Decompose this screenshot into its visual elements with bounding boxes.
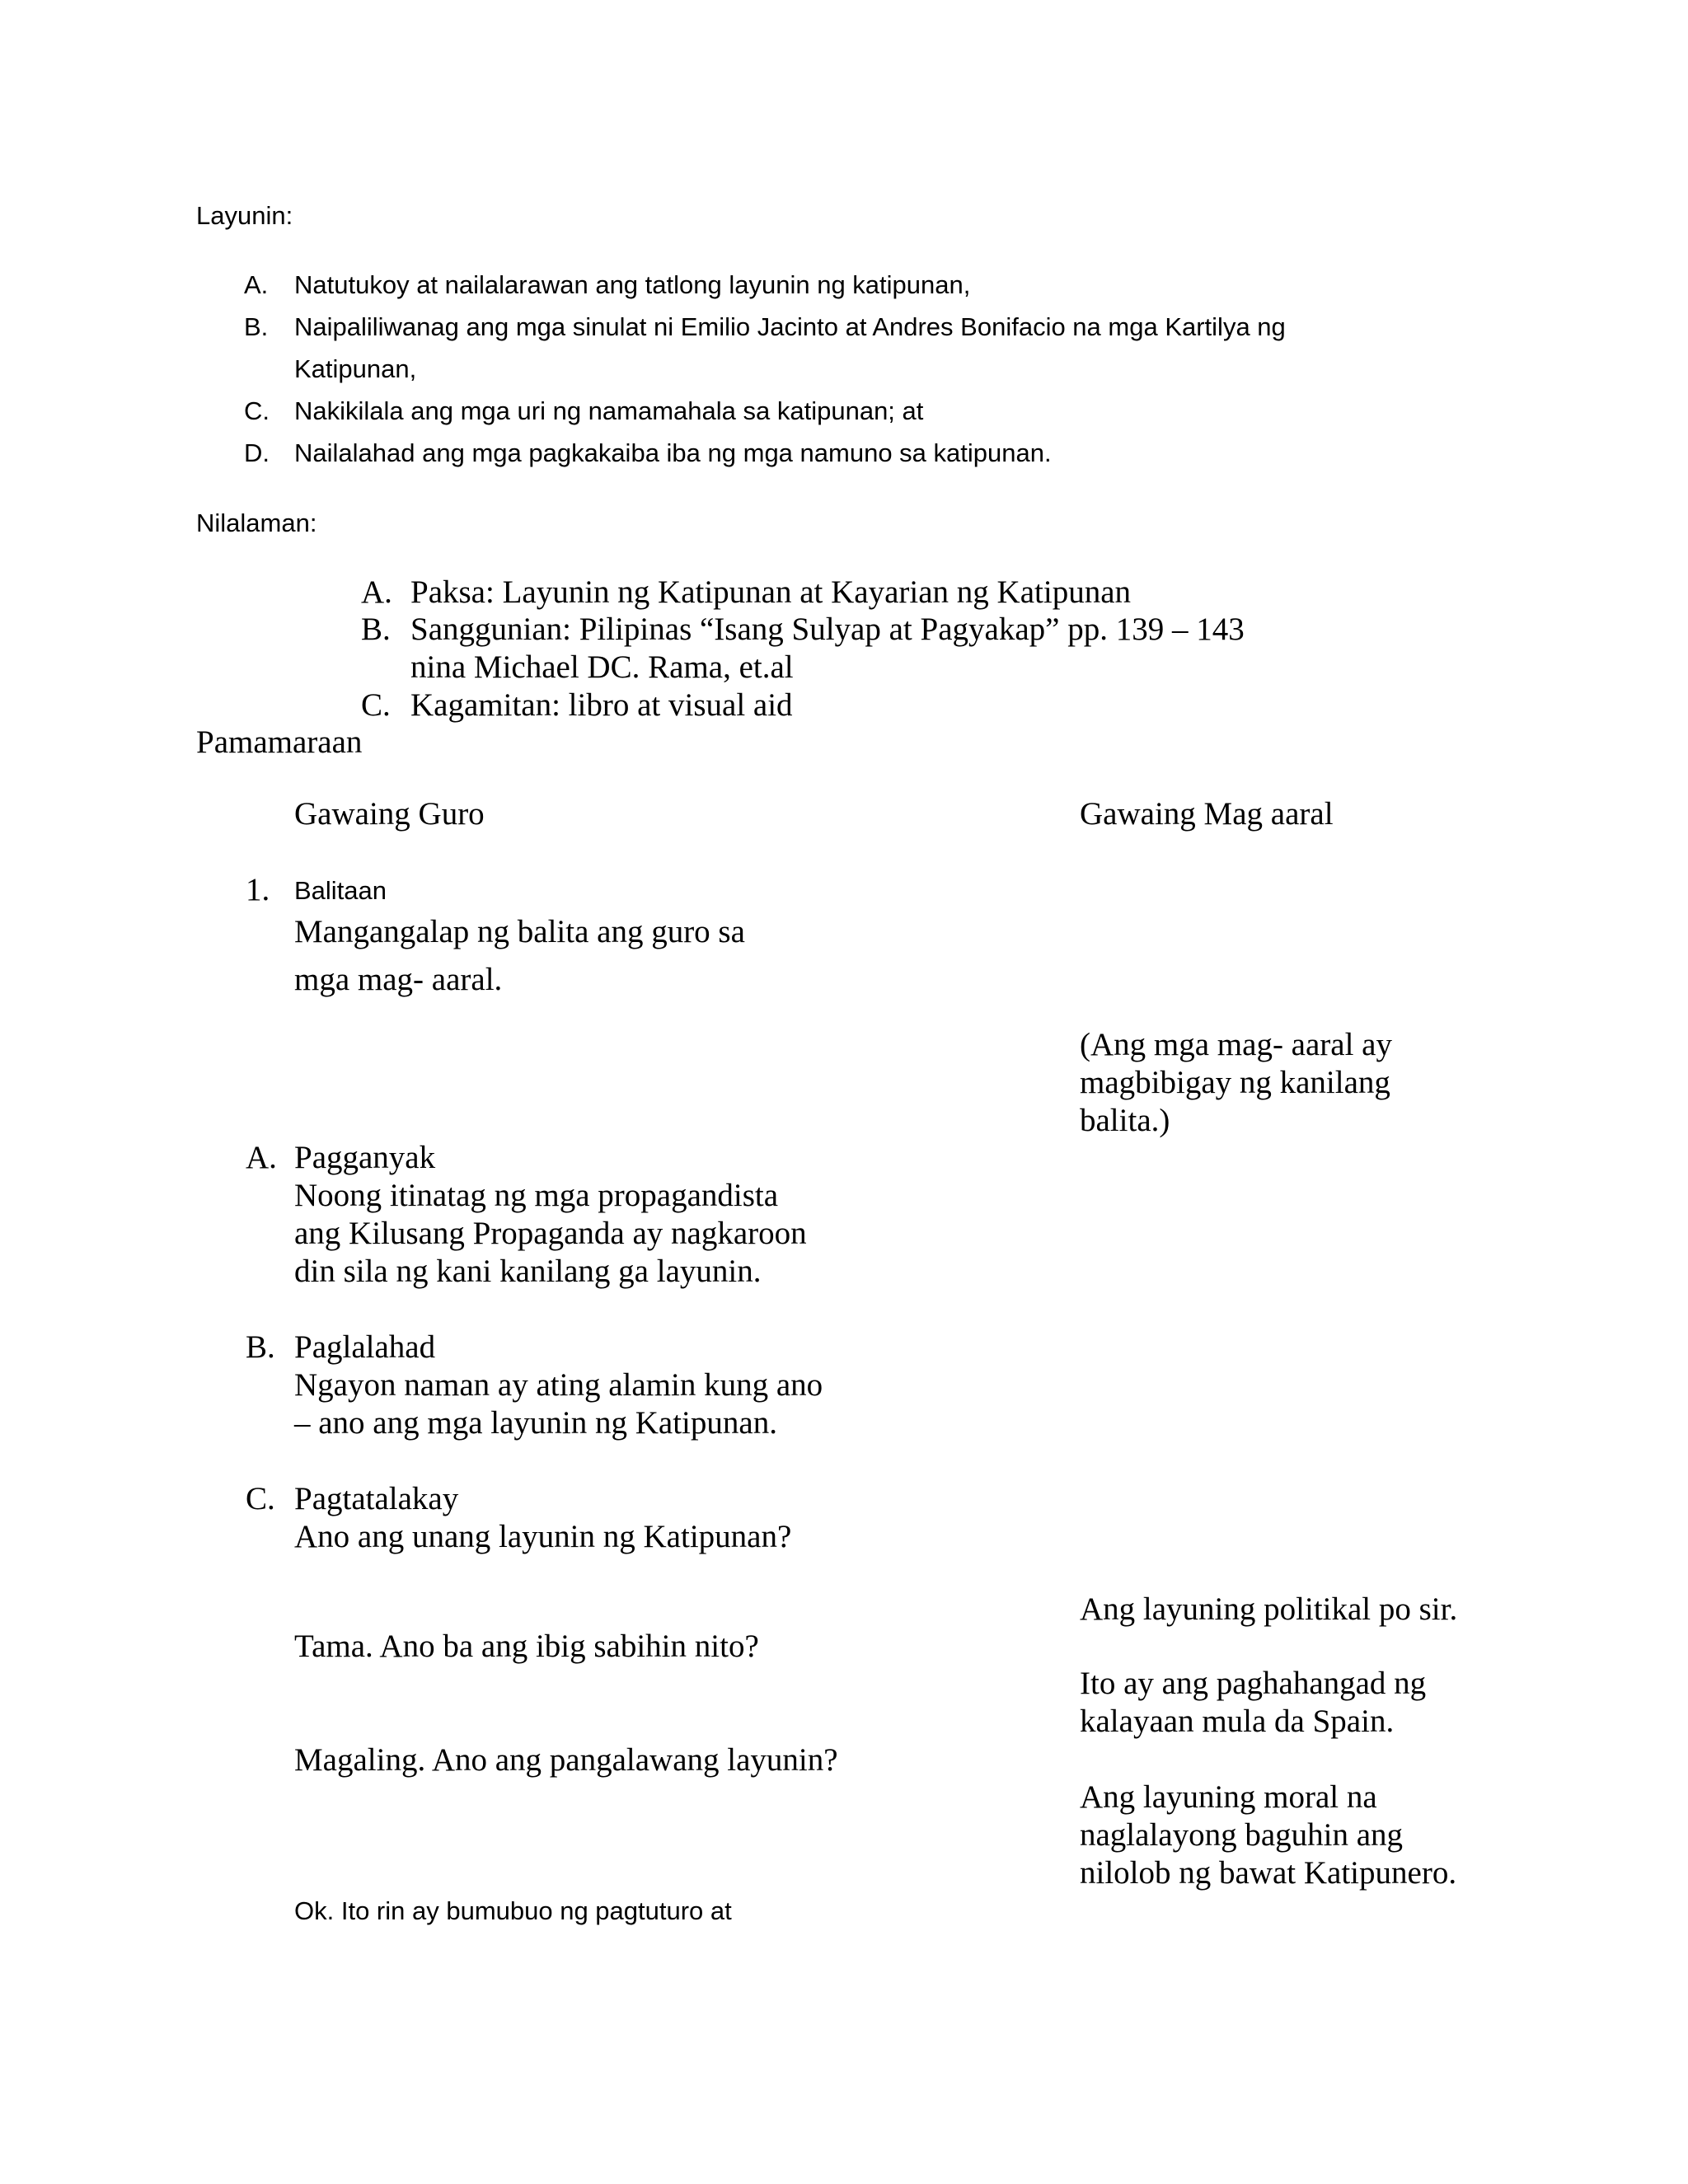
column-header-magaaral: Gawaing Mag aaral	[1080, 796, 1334, 832]
pagtatalakay-title: Pagtatalakay	[294, 1481, 459, 1516]
nilalaman-item-text: nina Michael DC. Rama, et.al	[410, 649, 794, 685]
layunin-item-text: Natutukoy at nailalarawan ang tatlong layunin ng katipunan,	[294, 270, 971, 299]
teacher-question: Tama. Ano ba ang ibig sabihin nito?	[294, 1629, 759, 1664]
pagganyak-title: Pagganyak	[294, 1140, 436, 1175]
paglalahad-text: – ano ang mga layunin ng Katipunan.	[294, 1405, 777, 1441]
balitaan-title: Balitaan	[294, 876, 387, 905]
pamamaraan-heading: Pamamaraan	[196, 724, 363, 760]
balitaan-text: Mangangalap ng balita ang guro sa	[294, 914, 745, 949]
nilalaman-item-text: Kagamitan: libro at visual aid	[410, 687, 793, 723]
student-answer: Ang layuning politikal po sir.	[1080, 1591, 1458, 1627]
pagganyak-text: ang Kilusang Propaganda ay nagkaroon	[294, 1216, 807, 1251]
layunin-item-text: Naipaliliwanag ang mga sinulat ni Emilio Jacinto at Andres Bonifacio na mga Kartilya ng	[294, 312, 1286, 341]
layunin-item-letter: B.	[244, 312, 269, 341]
nilalaman-item-letter: B.	[361, 612, 391, 647]
paglalahad-text: Ngayon naman ay ating alamin kung ano	[294, 1367, 823, 1403]
student-answer: Ito ay ang paghahangad ng	[1080, 1666, 1427, 1701]
balitaan-student-text: magbibigay ng kanilang	[1080, 1065, 1390, 1100]
teacher-statement: Ok. Ito rin ay bumubuo ng pagtuturo at	[294, 1896, 732, 1925]
paglalahad-letter: B.	[246, 1329, 275, 1365]
student-answer: kalayaan mula da Spain.	[1080, 1704, 1395, 1739]
nilalaman-heading: Nilalaman:	[196, 509, 317, 537]
teacher-question: Magaling. Ano ang pangalawang layunin?	[294, 1742, 838, 1778]
layunin-item-text: Nailalahad ang mga pagkakaiba iba ng mga namuno sa katipunan.	[294, 438, 1052, 467]
teacher-question: Ano ang unang layunin ng Katipunan?	[294, 1519, 792, 1554]
paglalahad-title: Paglalahad	[294, 1329, 436, 1365]
student-answer: naglalayong baguhin ang	[1080, 1817, 1404, 1853]
pagtatalakay-letter: C.	[246, 1481, 275, 1516]
student-answer: Ang layuning moral na	[1080, 1779, 1377, 1815]
layunin-item-text: Nakikilala ang mga uri ng namamahala sa katipunan; at	[294, 396, 924, 425]
column-header-guro: Gawaing Guro	[294, 796, 485, 832]
student-answer: nilolob ng bawat Katipunero.	[1080, 1855, 1457, 1891]
balitaan-number: 1.	[246, 872, 270, 907]
nilalaman-item-text: Paksa: Layunin ng Katipunan at Kayarian ng Katipunan	[410, 574, 1132, 610]
layunin-item-text: Katipunan,	[294, 354, 417, 383]
layunin-item-letter: A.	[244, 270, 269, 299]
pagganyak-text: Noong itinatag ng mga propagandista	[294, 1178, 779, 1213]
layunin-item-letter: C.	[244, 396, 270, 425]
balitaan-student-text: (Ang mga mag- aaral ay	[1080, 1027, 1392, 1062]
layunin-item-letter: D.	[244, 438, 270, 467]
pagganyak-text: din sila ng kani kanilang ga layunin.	[294, 1254, 762, 1289]
layunin-heading: Layunin:	[196, 201, 293, 230]
balitaan-text: mga mag- aaral.	[294, 962, 503, 997]
nilalaman-item-letter: A.	[361, 574, 392, 610]
nilalaman-item-text: Sanggunian: Pilipinas “Isang Sulyap at Pagyakap” pp. 139 – 143	[410, 612, 1245, 647]
nilalaman-item-letter: C.	[361, 687, 391, 723]
balitaan-student-text: balita.)	[1080, 1103, 1170, 1138]
pagganyak-letter: A.	[246, 1140, 277, 1175]
